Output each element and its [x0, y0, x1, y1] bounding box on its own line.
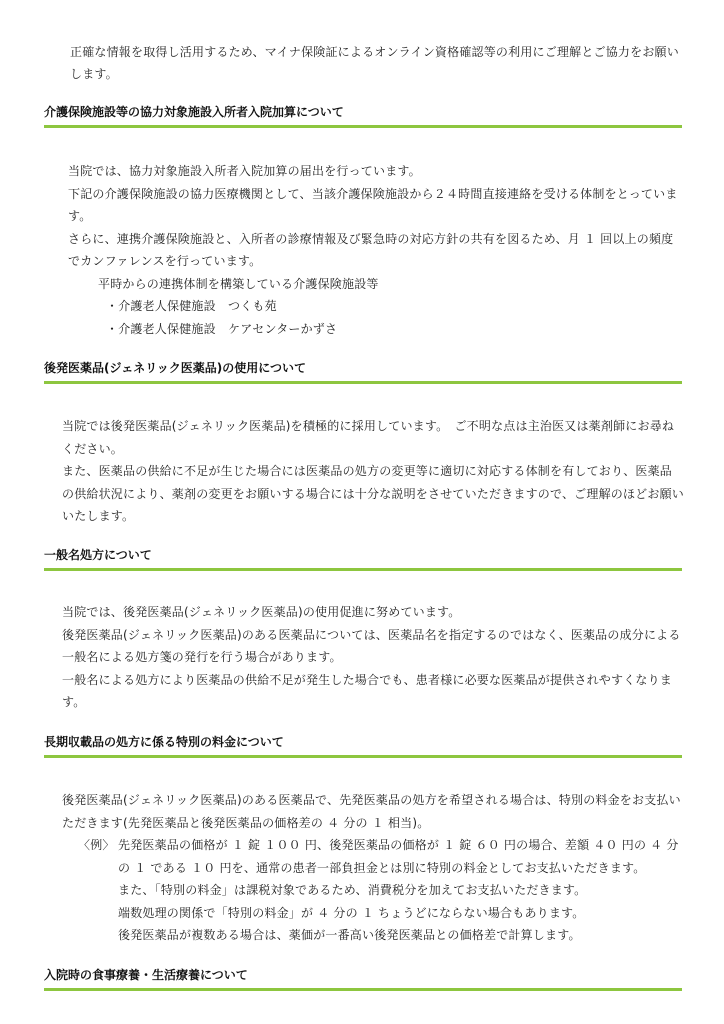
section-heading-kaigo — [44, 103, 682, 128]
section-body-special-fee — [62, 789, 684, 947]
facility-item: ・介護老人保健施設 ケアセンターかずさ — [106, 321, 338, 336]
paragraph-line: 後発医薬品(ジェネリック医薬品)のある医薬品で、先発医薬品の処方を希望される場合は、特別の料金をお支払いただきます(先発医薬品と後発医薬品の価格差の ４ 分の １ 相当)。 — [62, 793, 681, 830]
section-title: 一般名処方について — [44, 548, 152, 562]
intro-text: 正確な情報を取得し活用するため、マイナ保険証によるオンライン資格確認等の利用にご理解とご協力をお願いします。 — [70, 45, 679, 81]
example-label: 〈例〉 — [78, 838, 115, 852]
paragraph-line: 当院では、協力対象施設入所者入院加算の届出を行っています。 — [68, 164, 421, 178]
section-body-kaigo — [68, 160, 684, 340]
intro-paragraph — [70, 41, 690, 85]
paragraph-line: また、医薬品の供給に不足が生じた場合には医薬品の処方の変更等に適切に対応する体制を有しており、医薬品の供給状況により、薬剤の変更をお願いする場合には十分な説明をさせていただきますので、ご理解のほどお願いいたします。 — [62, 464, 684, 523]
section-heading-special-fee — [44, 733, 682, 758]
example-line: 端数処理の関係で「特別の料金」が ４ 分の １ ちょうどにならない場合もあります。 — [118, 905, 585, 920]
paragraph-line: 後発医薬品(ジェネリック医薬品)のある医薬品については、医薬品名を指定するのではなく、医薬品の成分による一般名による処方箋の発行を行う場合があります。 — [62, 627, 681, 664]
example-line: 先発医薬品の価格が １ 錠 １００ 円、後発医薬品の価格が １ 錠 ６０ 円の場合、差額 ４０ 円の ４ 分の １ である １０ 円を、通常の患者一部負担金とは別に特別の料金としてお支払いただきます。 — [118, 838, 679, 875]
section-heading-generic-drugs — [44, 359, 682, 384]
example-line: また、「特別の料金」は課税対象であるため、消費税分を加えてお支払いただきます。 — [118, 883, 587, 897]
paragraph-line: 当院では、後発医薬品(ジェネリック医薬品)の使用促進に努めています。 — [62, 605, 461, 619]
section-title: 長期収載品の処方に係る特別の料金について — [44, 735, 284, 749]
paragraph-line: 下記の介護保険施設の協力医療機関として、当該介護保険施設から２４時間直接連絡を受ける体制をとっています。 — [68, 186, 678, 223]
paragraph-line: 当院では後発医薬品(ジェネリック医薬品)を積極的に採用しています。 ご不明な点は主治医又は薬剤師にお尋ねください。 — [62, 419, 675, 456]
facility-item: ・介護老人保健施設 つくも苑 — [106, 299, 277, 313]
example-body — [118, 834, 684, 947]
section-title: 入院時の食事療養・生活療養について — [44, 968, 248, 982]
example-block — [62, 834, 684, 947]
paragraph-line: さらに、連携介護保険施設と、入所者の診療情報及び緊急時の対応方針の共有を図るため、月 １ 回以上の頻度でカンファレンスを行っています。 — [68, 231, 674, 268]
example-line: 後発医薬品が複数ある場合は、薬価が一番高い後発医薬品との価格差で計算します。 — [118, 928, 581, 942]
section-heading-generic-name-prescription — [44, 546, 682, 571]
section-body-generic-name-prescription — [62, 601, 684, 714]
section-title: 介護保険施設等の協力対象施設入所者入院加算について — [44, 105, 344, 119]
section-body-generic-drugs — [62, 415, 684, 528]
paragraph-line: 一般名による処方により医薬品の供給不足が発生した場合でも、患者様に必要な医薬品が提供されやすくなります。 — [62, 672, 673, 709]
facilities-title: 平時からの連携体制を構築している介護保険施設等 — [98, 276, 379, 291]
section-heading-inpatient-meals — [44, 966, 682, 991]
section-title: 後発医薬品(ジェネリック医薬品)の使用について — [44, 361, 307, 375]
